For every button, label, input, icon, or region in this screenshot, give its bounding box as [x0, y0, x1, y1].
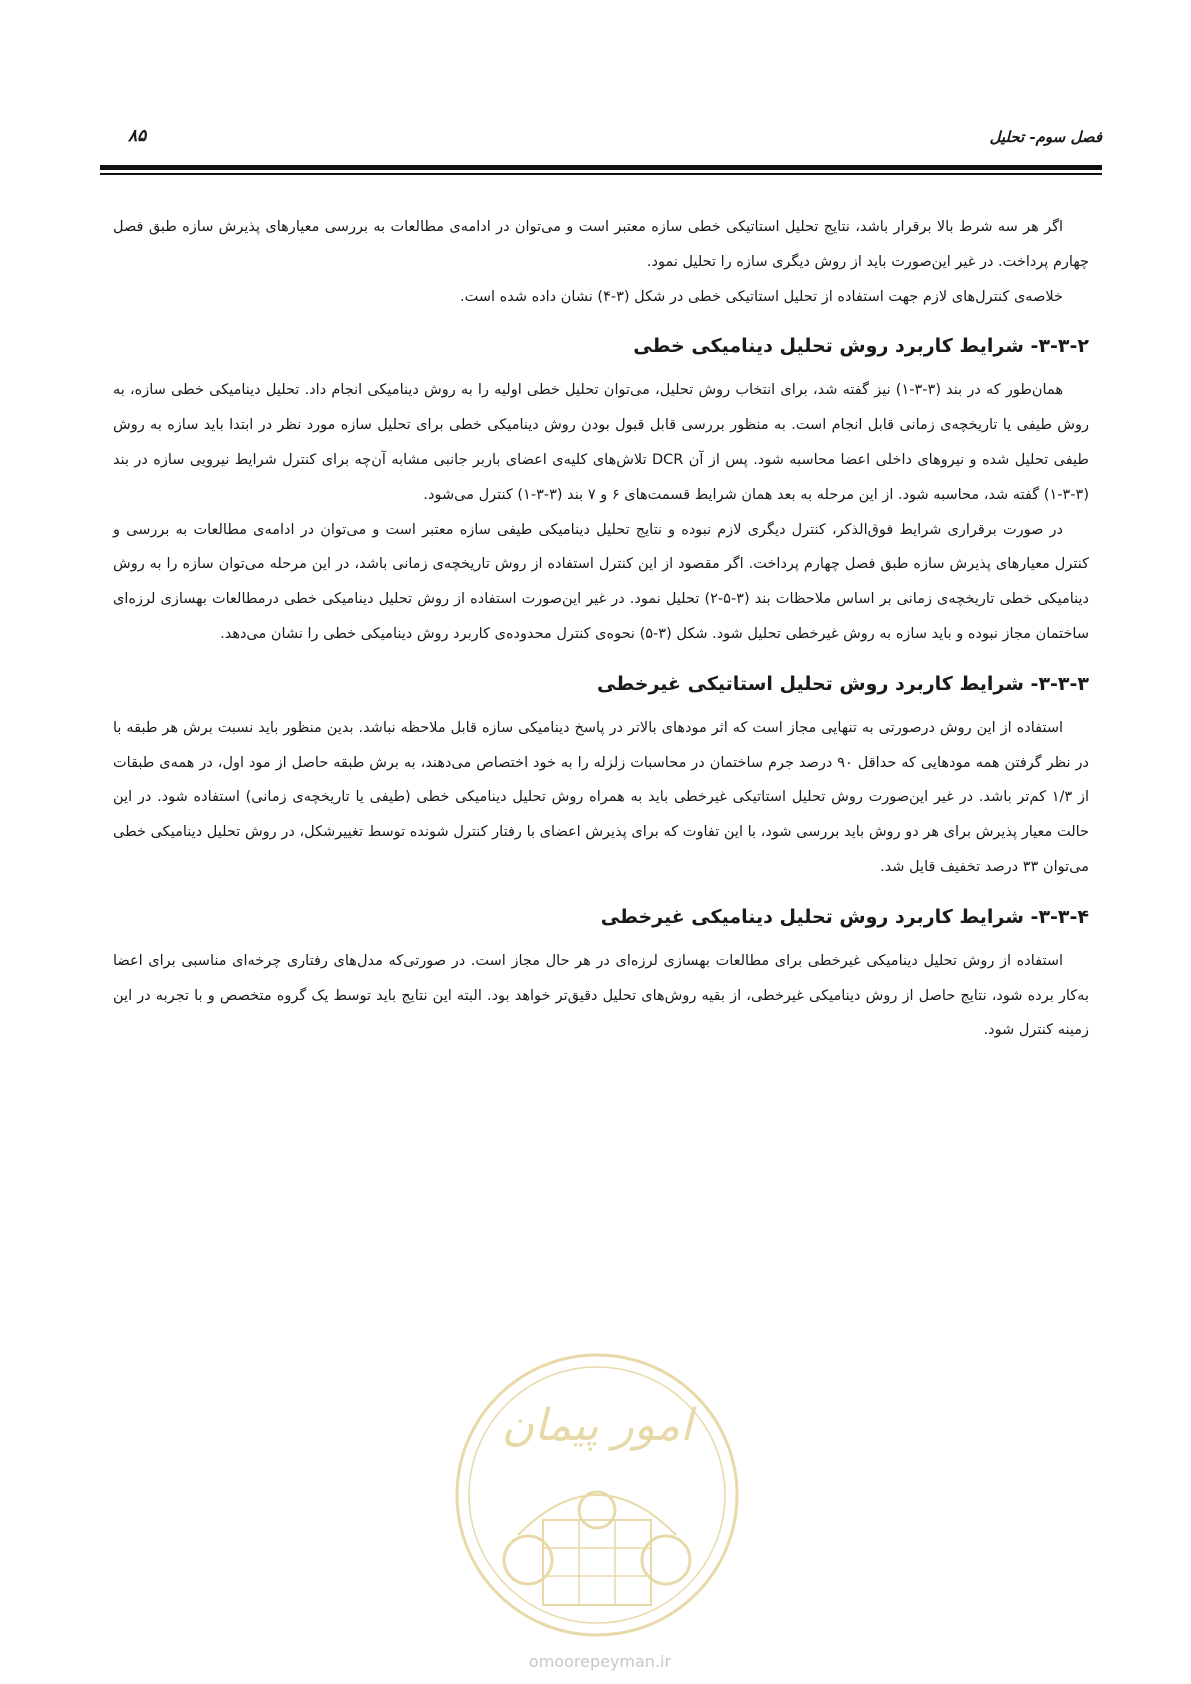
chapter-title: فصل سوم- تحلیل	[989, 128, 1102, 146]
page-header	[100, 128, 1102, 156]
section-heading: ۳-۳-۳- شرایط کاربرد روش تحلیل استاتیکی غیرخطی	[597, 672, 1089, 695]
paragraph: اگر هر سه شرط بالا برقرار باشد، نتایج تحلیل استاتیکی خطی سازه معتبر است و می‌توان در ادامه‌ی مطالعات به بررسی معیارهای پذیرش سازه طبق فصل چهارم پرداخت. در غیر این‌صورت باید از روش دیگری سازه را تحلیل نمود.	[113, 219, 1089, 270]
paragraph: خلاصه‌ی کنترل‌های لازم جهت استفاده از تحلیل استاتیکی خطی در شکل (۳-۴) نشان داده شده است.	[460, 288, 1063, 305]
section-heading: ۳-۳-۲- شرایط کاربرد روش تحلیل دینامیکی خطی	[633, 335, 1089, 358]
watermark-logo-text: امور پیمان	[501, 1400, 693, 1451]
paragraph: همان‌طور که در بند (۳-۳-۱) نیز گفته شد، برای انتخاب روش تحلیل، می‌توان تحلیل خطی اولیه را به روش دینامیکی انجام داد. تحلیل دینامیکی خطی سازه، به روش طیفی یا تاریخچه‌ی زمانی قابل انجام است. به منظور بررسی قابل قبول بودن روش دینامیکی خطی برای تحلیل سازه مورد نظر در ابتدا باید سازه به روش طیفی تحلیل شده و نیروهای داخلی اعضا محاسبه شود. پس از آن DCR تلاش‌های کلیه‌ی اعضای باربر جانبی مشابه آن‌چه برای کنترل شرایط نیرویی سازه در بند (۳-۳-۱) گفته شد، محاسبه شود. از این مرحله به بعد همان شرایط قسمت‌های ۶ و ۷ بند (۳-۳-۱) کنترل می‌شود.	[113, 382, 1089, 503]
watermark-site: omoorepeyman.ir	[528, 1652, 672, 1671]
section-heading: ۳-۳-۴- شرایط کاربرد روش تحلیل دینامیکی غیرخطی	[600, 905, 1089, 928]
paragraph: استفاده از روش تحلیل دینامیکی غیرخطی برای مطالعات بهسازی لرزه‌ای در هر حال مجاز است. در صورتی‌که مدل‌های رفتاری چرخه‌ای مناسبی برای اعضا به‌کار برده شود، نتایج حاصل از روش دینامیکی غیرخطی، از بقیه روش‌های تحلیل دقیق‌تر خواهد بود. البته این نتایج باید توسط یک گروه متخصص و با تجربه در این زمینه کنترل شود.	[113, 952, 1089, 1039]
watermark-logo	[448, 1345, 746, 1650]
paragraph: در صورت برقراری شرایط فوق‌الذکر، کنترل دیگری لازم نبوده و نتایج تحلیل دینامیکی طیفی سازه معتبر است و می‌توان در ادامه‌ی مطالعات به بررسی و کنترل معیارهای پذیرش سازه طبق فصل چهارم پرداخت. اگر مقصود از این کنترل استفاده از روش تاریخچه‌ی زمانی باشد، در این مرحله می‌توان سازه را به روش دینامیکی خطی تاریخچه‌ی زمانی بر اساس ملاحظات بند (۳-۵-۲) تحلیل نمود. در غیر این‌صورت استفاده از روش تحلیل دینامیکی خطی درمطالعات بهسازی لرزه‌ای ساختمان مجاز نبوده و باید سازه به روش غیرخطی تحلیل شود. شکل (۳-۵) نحوه‌ی کنترل محدوده‌ی کاربرد روش دینامیکی خطی را نشان می‌دهد.	[113, 521, 1089, 642]
header-rule-thin	[100, 173, 1102, 175]
header-rule-thick	[100, 165, 1102, 170]
page-body	[113, 210, 1089, 1048]
page-number: ۸۵	[128, 126, 147, 146]
paragraph: استفاده از این روش درصورتی به تنهایی مجاز است که اثر مودهای بالاتر در پاسخ دینامیکی سازه قابل ملاحظه نباشد. بدین منظور باید نسبت برش هر طبقه با در نظر گرفتن همه مودهایی که حداقل ۹۰ درصد جرم ساختمان در محاسبات زلزله را به خود اختصاص می‌دهند، به برش طبقه حاصل از مود اول، در همه‌ی طبقات از ۱/۳ کم‌تر باشد. در غیر این‌صورت روش تحلیل استاتیکی غیرخطی باید به همراه روش تحلیل دینامیکی خطی (طیفی یا تاریخچه‌ی زمانی) استفاده شود. در این حالت معیار پذیرش برای هر دو روش باید بررسی شود، با این تفاوت که برای پذیرش اعضای با رفتار کنترل شونده توسط تغییرشکل، در روش تحلیل دینامیکی خطی می‌توان ۳۳ درصد تخفیف قایل شد.	[113, 719, 1090, 875]
